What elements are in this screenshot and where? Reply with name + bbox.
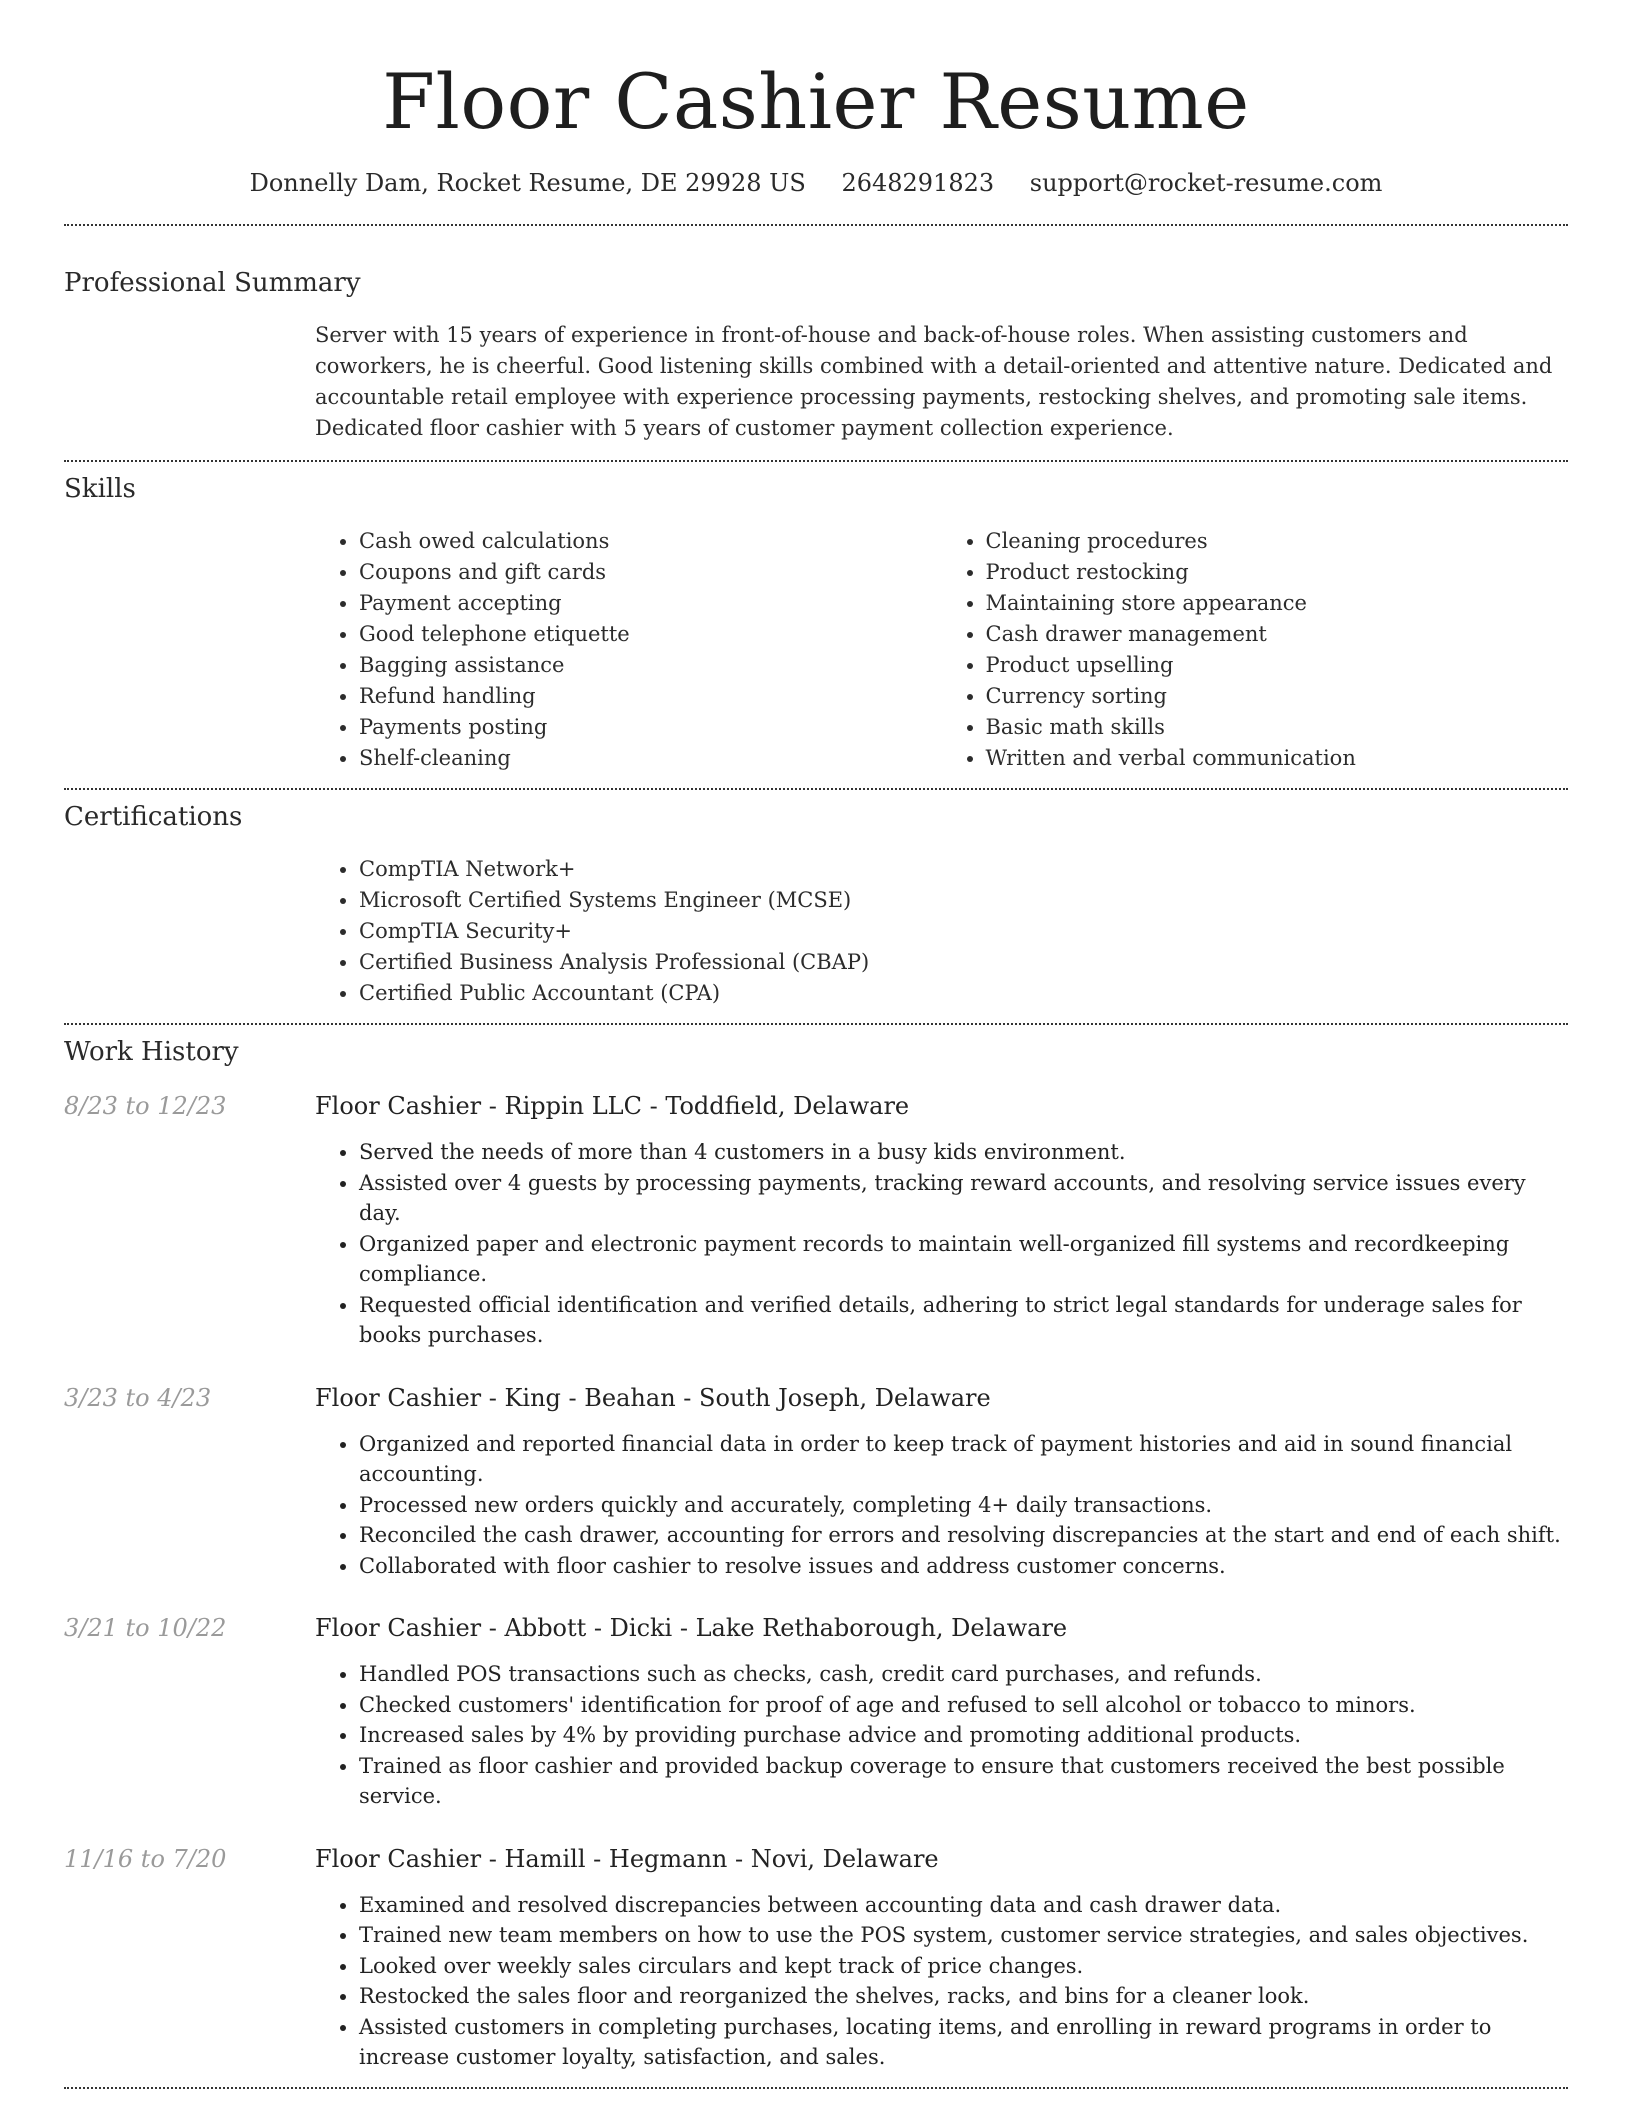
list-item: • Assisted customers in completing purchases, locating items, and enrolling in reward programs in order to increase customer loyalty, satisfaction, and sales. — [359, 2012, 1568, 2073]
list-item: • Looked over weekly sales circulars and kept track of price changes. — [359, 1951, 1568, 1982]
contact-line — [64, 166, 1568, 200]
list-item: • Checked customers' identification for proof of age and refused to sell alcohol or tobacco to minors. — [359, 1690, 1568, 1721]
list-item: • Payments posting — [359, 712, 942, 743]
page-title: Floor Cashier Resume — [382, 57, 1250, 146]
summary-heading: Professional Summary — [64, 268, 361, 298]
certifications-section — [64, 800, 1568, 1009]
divider — [64, 460, 1568, 462]
skills-section — [64, 472, 1568, 774]
list-item: • Handled POS transactions such as checks, cash, credit card purchases, and refunds. — [359, 1659, 1568, 1690]
list-item: • Currency sorting — [986, 681, 1569, 712]
summary-text: Server with 15 years of experience in front-of-house and back-of-house roles. When assisting customers and coworkers, he is cheerful. Good listening skills combined with a detail-oriented and attentive nature. Dedicated and accountable retail employee with experience processing payments, restocking shelves, and promoting sale items. Dedicated floor cashier with 5 years of customer payment collection experience. — [315, 323, 1553, 440]
contact-address: Donnelly Dam, Rocket Resume, DE 29928 US — [249, 169, 806, 197]
list-item: • Processed new orders quickly and accurately, completing 4+ daily transactions. — [359, 1490, 1568, 1521]
list-item: • Payment accepting — [359, 588, 942, 619]
list-item: • Reconciled the cash drawer, accounting for errors and resolving discrepancies at the start and end of each shift. — [359, 1520, 1568, 1551]
list-item: • Trained as floor cashier and provided backup coverage to ensure that customers received the best possible service. — [359, 1751, 1568, 1812]
job-title: Floor Cashier - Abbott - Dicki - Lake Rethaborough, Delaware — [315, 1614, 1068, 1642]
skills-heading: Skills — [64, 474, 136, 504]
job-duties — [315, 1137, 1568, 1351]
list-item: • Organized paper and electronic payment records to maintain well-organized fill systems and recordkeeping compliance. — [359, 1229, 1568, 1290]
list-item: • Certified Business Analysis Professional (CBAP) — [359, 947, 1568, 978]
job-entry — [64, 1089, 1568, 1351]
job-duties — [315, 1890, 1568, 2073]
job-dates: 8/23 to 12/23 — [64, 1092, 227, 1120]
job-dates: 3/21 to 10/22 — [64, 1614, 227, 1642]
list-item: • CompTIA Network+ — [359, 854, 1568, 885]
divider — [64, 224, 1568, 226]
list-item: • Maintaining store appearance — [986, 588, 1569, 619]
work-history-heading: Work History — [64, 1037, 239, 1067]
list-item: • Bagging assistance — [359, 650, 942, 681]
list-item: • CompTIA Security+ — [359, 916, 1568, 947]
list-item: • Product restocking — [986, 557, 1569, 588]
certifications-list — [315, 854, 1568, 1009]
list-item: • Requested official identification and verified details, adhering to strict legal standards for underage sales for books purchases. — [359, 1290, 1568, 1351]
list-item: • Assisted over 4 guests by processing payments, tracking reward accounts, and resolving service issues every day. — [359, 1168, 1568, 1229]
job-duties — [315, 1429, 1568, 1582]
job-entry — [64, 1842, 1568, 2073]
list-item: • Increased sales by 4% by providing purchase advice and promoting additional products. — [359, 1720, 1568, 1751]
list-item: • Product upselling — [986, 650, 1569, 681]
job-entry — [64, 1381, 1568, 1582]
job-dates: 11/16 to 7/20 — [64, 1844, 227, 1873]
list-item: • Served the needs of more than 4 customers in a busy kids environment. — [359, 1137, 1568, 1168]
skills-column-right — [942, 526, 1569, 774]
contact-email[interactable]: support@rocket-resume.com — [1029, 169, 1383, 197]
list-item: • Trained new team members on how to use the POS system, customer service strategies, and sales objectives. — [359, 1920, 1568, 1951]
list-item: • Certified Public Accountant (CPA) — [359, 978, 1568, 1009]
job-duties — [315, 1659, 1568, 1812]
divider — [64, 1023, 1568, 1025]
list-item: • Microsoft Certified Systems Engineer (MCSE) — [359, 885, 1568, 916]
divider — [64, 2087, 1568, 2089]
list-item: • Organized and reported financial data in order to keep track of payment histories and aid in sound financial accounting. — [359, 1429, 1568, 1490]
skills-column-left — [315, 526, 942, 774]
list-item: • Coupons and gift cards — [359, 557, 942, 588]
work-history-section — [64, 1035, 1568, 2073]
job-dates: 3/23 to 4/23 — [64, 1383, 212, 1412]
list-item: • Basic math skills — [986, 712, 1569, 743]
job-entry — [64, 1611, 1568, 1812]
list-item: • Refund handling — [359, 681, 942, 712]
list-item: • Examined and resolved discrepancies between accounting data and cash drawer data. — [359, 1890, 1568, 1921]
divider — [64, 788, 1568, 790]
certifications-heading: Certifications — [64, 802, 243, 832]
list-item: • Shelf-cleaning — [359, 743, 942, 774]
job-title: Floor Cashier - Hamill - Hegmann - Novi, Delaware — [315, 1844, 939, 1873]
list-item: • Collaborated with floor cashier to resolve issues and address customer concerns. — [359, 1551, 1568, 1582]
list-item: • Good telephone etiquette — [359, 619, 942, 650]
resume-page — [64, 0, 1568, 2089]
list-item: • Restocked the sales floor and reorganized the shelves, racks, and bins for a cleaner look. — [359, 1981, 1568, 2012]
job-title: Floor Cashier - Rippin LLC - Toddfield, Delaware — [315, 1092, 910, 1120]
skills-list — [315, 526, 1568, 774]
list-item: • Written and verbal communication — [986, 743, 1569, 774]
list-item: • Cash drawer management — [986, 619, 1569, 650]
contact-phone: 2648291823 — [841, 169, 995, 197]
list-item: • Cleaning procedures — [986, 526, 1569, 557]
list-item: • Cash owed calculations — [359, 526, 942, 557]
job-title: Floor Cashier - King - Beahan - South Joseph, Delaware — [315, 1383, 991, 1412]
summary-section — [64, 266, 1568, 444]
